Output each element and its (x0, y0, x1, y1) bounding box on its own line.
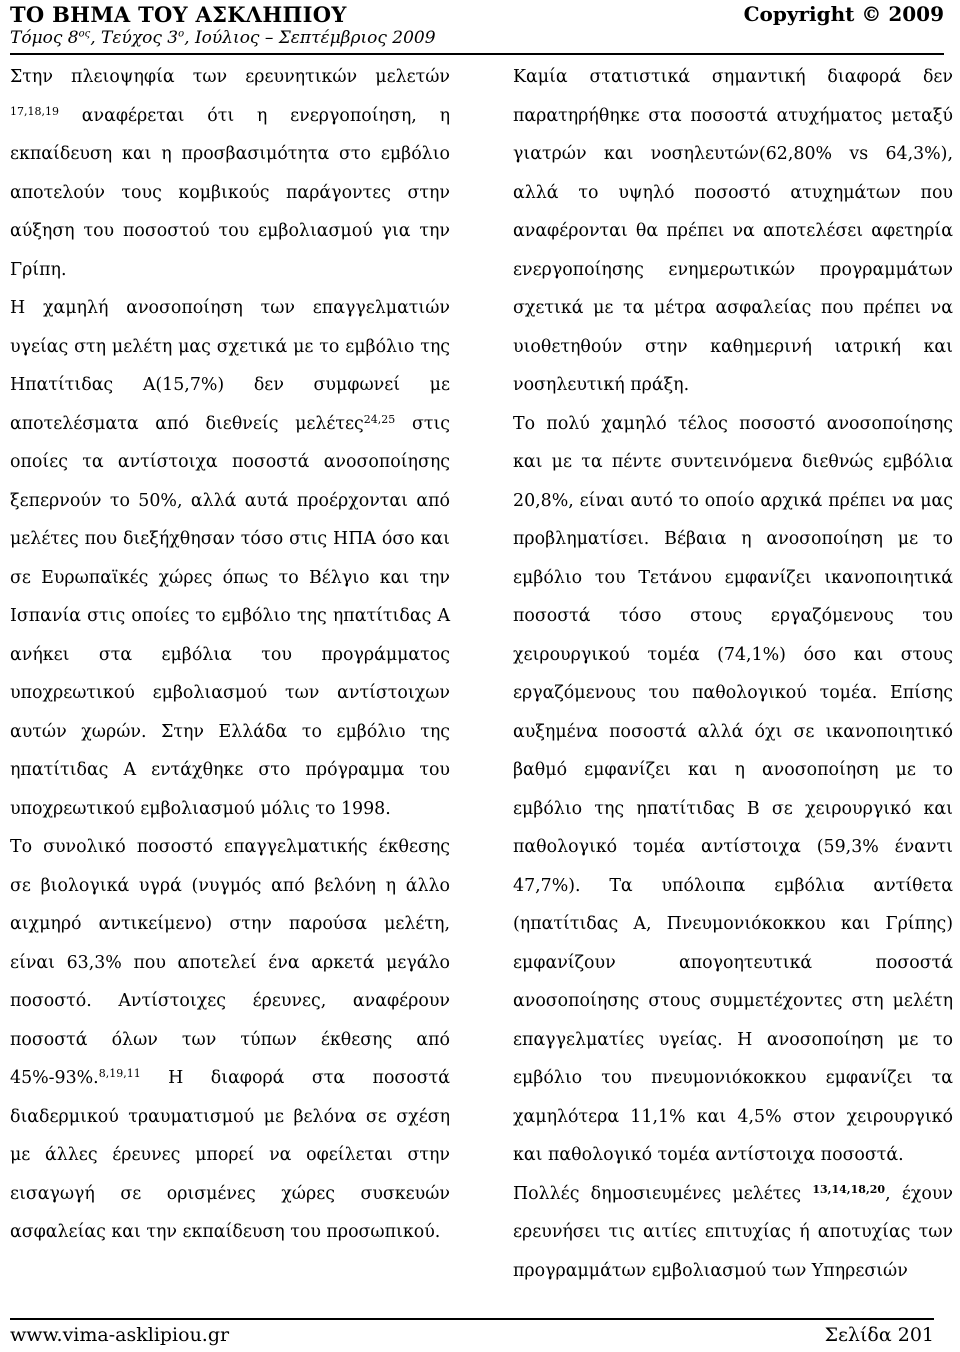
citation-ref: 17,18,19 (10, 104, 59, 118)
issue-number-suffix: ο (178, 28, 185, 40)
left-paragraph-1: Στην πλειοψηφία των ερευνητικών μελετών $^{17,18,19}$ αναφέρεται ότι η ενεργοποίηση, η εκπαίδευση και η προσβασιμότητα στο εμβόλιο αποτελούν τους κομβικούς παράγοντες στην αύξηση του ποσοστού του εμβολιασμού για την Γρίπη. (10, 67, 450, 280)
journal-title: ΤΟ ΒΗΜΑ ΤΟΥ ΑΣΚΛΗΠΙΟΥ (10, 2, 347, 27)
right-paragraph-3: Πολλές δημοσιευμένες μελέτες $^{13,14,18,20}$, έχουν ερευνήσει τις αιτίες επιτυχίας ή αποτυχίας των προγραμμάτων εμβολιασμού των Υπηρεσιών (513, 1182, 953, 1281)
copyright-notice: Copyright © 2009 (743, 2, 944, 26)
page-number: Σελίδα 201 (824, 1324, 934, 1346)
citation-ref: 24,25 (363, 412, 396, 426)
header-divider (10, 53, 944, 55)
issue-period: , Ιούλιος – Σεπτέμβριος 2009 (184, 28, 436, 48)
citation-ref: 13,14,18,20 (812, 1182, 886, 1196)
page-header (10, 0, 944, 56)
left-column (10, 58, 450, 1252)
citation-ref: 8,19,11 (98, 1067, 141, 1080)
issue-number: , Τεύχος 3 (90, 28, 179, 48)
left-paragraph-2: Η χαμηλή ανοσοποίηση των επαγγελματιών υγείας στη μελέτη μας σχετικά με το εμβόλιο της Ηπατίτιδας Α(15,7%) δεν συμφωνεί με αποτελέσματα από διεθνείς μελέτες$^{24,25}$ στις οποίες τα αντίστοιχα ποσοστά ανοσοποίησης ξεπερνούν το 50%, αλλά αυτά προέρχονται από μελέτες που διεξήχθησαν τόσο στις ΗΠΑ όσο και σε Ευρωπαϊκές χώρες όπως το Βέλγιο και την Ισπανία στις οποίες το εμβόλιο της ηπατίτιδας Α ανήκει στα εμβόλια του προγράμματος υποχρεωτικού εμβολιασμού των αντίστοιχων αυτών χωρών. Στην Ελλάδα το εμβόλιο της ηπατίτιδας Α εντάχθηκε στο πρόγραμμα του υποχρεωτικού εμβολιασμού μόλις το 1998. (10, 298, 451, 819)
issue-info (10, 28, 436, 48)
right-column (513, 58, 953, 1290)
page-footer (10, 1318, 934, 1352)
right-paragraph-2: Το πολύ χαμηλό τέλος ποσοστό ανοσοποίησης και με τα πέντε συντεινόμενα διεθνώς εμβόλια 20,8%, είναι αυτό το οποίο αρχικά πρέπει να μας προβληματίσει. Βέβαια η ανοσοποίηση με το εμβόλιο του Τετάνου εμφανίζει ικανοποιητικά ποσοστά τόσο στους εργαζόμενους του χειρουργικού τομέα (74,1%) όσο και στους εργαζόμενους του παθολογικού τομέα. Επίσης αυξημένα ποσοστά αλλά όχι σε ικανοποιητικό βαθμό εμφανίζει και η ανοσοποίηση με το εμβόλιο της ηπατίτιδας Β σε χειρουργικό και παθολογικό τομέα αντίστοιχα (59,3% έναντι 47,7%). Τα υπόλοιπα εμβόλια αντίθετα (ηπατίτιδας Α, Πνευμονιόκοκκου και Γρίπης) εμφανίζουν απογοητευτικά ποσοστά ανοσοποίησης στους συμμετέχοντες στη μελέτη επαγγελματίες υγείας. Η ανοσοποίηση με το εμβόλιο του πνευμονιόκοκκου εμφανίζει τα χαμηλότερα 11,1% και 4,5% στον χειρουργικό και παθολογικό τομέα αντίστοιχα ποσοστά. (513, 413, 953, 1165)
issue-volume: Τόμος 8 (10, 28, 79, 48)
website-url: www.vima-asklipiou.gr (10, 1324, 230, 1346)
footer-divider (10, 1318, 934, 1320)
issue-volume-suffix: ος (78, 28, 91, 40)
left-paragraph-3: Το συνολικό ποσοστό επαγγελματικής έκθεσης σε βιολογικά υγρά (νυγμός από βελόνη η άλλο αιχμηρό αντικείμενο) στην παρούσα μελέτη, είναι 63,3% που αποτελεί ένα αρκετά μεγάλο ποσοστό. Αντίστοιχες έρευνες, αναφέρουν ποσοστά όλων των τύπων έκθεσης από 45%-93%.$^{8,19,11}$ Η διαφορά στα ποσοστά διαδερμικού τραυματισμού με βελόνα σε σχέση με άλλες έρευνες μπορεί να οφείλεται στην εισαγωγή σε ορισμένες χώρες συσκευών ασφαλείας και την εκπαίδευση του προσωπικού. (10, 837, 451, 1242)
right-paragraph-1: Καμία στατιστικά σημαντική διαφορά δεν παρατηρήθηκε στα ποσοστά ατυχήματος μεταξύ γιατρών και νοσηλευτών(62,80% vs 64,3%), αλλά το υψηλό ποσοστό ατυχημάτων που αναφέρονται θα πρέπει να αποτελέσει αφετηρία ενεργοποίησης ενημερωτικών προγραμμάτων σχετικά με τα μέτρα ασφαλείας που πρέπει να υιοθετηθούν στην καθημερινή ιατρική και νοσηλευτική πράξη. (513, 67, 953, 395)
